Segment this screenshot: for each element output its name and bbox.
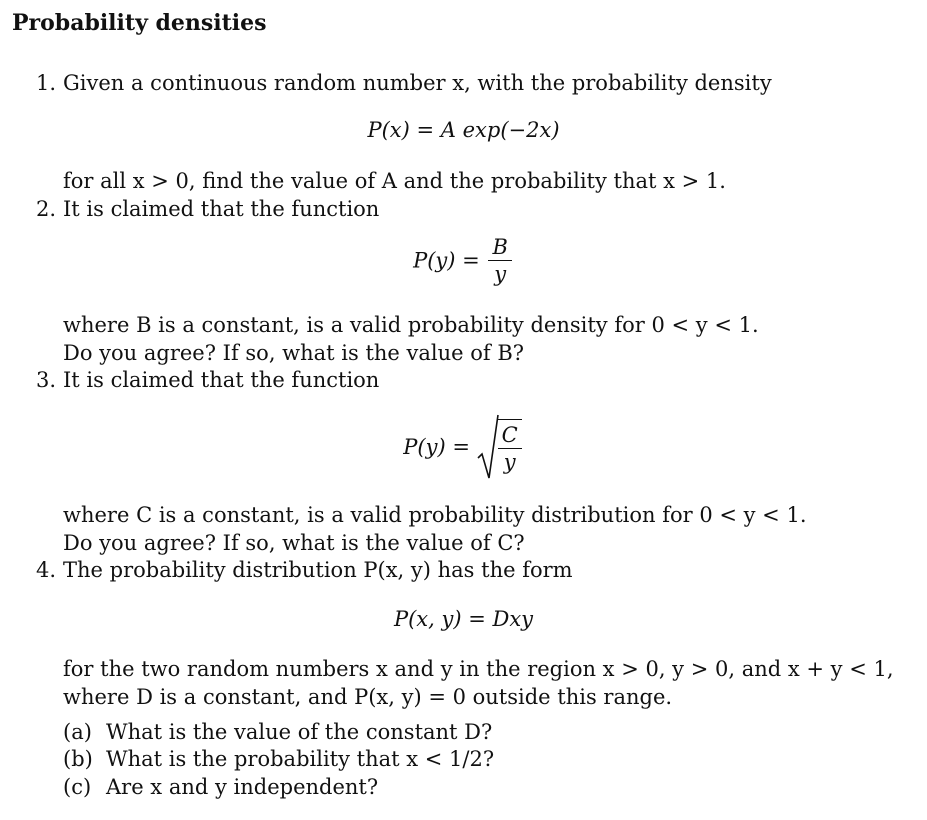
problem-4-text-2: where D is a constant, and P(x, y) = 0 outside this range. — [63, 685, 673, 709]
subquestion-c-label: (c) — [63, 775, 92, 799]
problem-4-intro: The probability distribution P(x, y) has the form — [63, 558, 573, 582]
fraction-denominator: y — [503, 450, 516, 474]
page-title: Probability densities — [12, 10, 267, 36]
problem-1-intro: Given a continuous random number x, with the probability density — [63, 71, 772, 95]
problem-2-number: 2. — [36, 197, 57, 221]
subquestion-a-text: What is the value of the constant D? — [106, 720, 493, 744]
subquestion-b-label: (b) — [63, 747, 93, 771]
problem-3-intro: It is claimed that the function — [63, 368, 380, 392]
problem-3-number: 3. — [36, 368, 57, 392]
fraction-denominator: y — [494, 262, 507, 286]
equation-rhs: A exp(−2x) — [440, 118, 560, 142]
fraction — [498, 419, 522, 475]
equation-lhs: P(x, y) = — [393, 607, 493, 631]
problem-1-equation — [0, 118, 927, 142]
problem-4-number: 4. — [36, 558, 57, 582]
problem-3-text-2: Do you agree? If so, what is the value of C? — [63, 531, 525, 555]
problem-4-equation — [0, 607, 927, 631]
problem-1-text: for all x > 0, find the value of A and the probability that x > 1. — [63, 169, 726, 193]
subquestion-b-text: What is the probability that x < 1/2? — [106, 747, 495, 771]
problem-3-text-1: where C is a constant, is a valid probability distribution for 0 < y < 1. — [63, 503, 807, 527]
problem-2-text-2: Do you agree? If so, what is the value of B? — [63, 341, 525, 365]
problem-1-number: 1. — [36, 71, 57, 95]
problem-2-text-1: where B is a constant, is a valid probability density for 0 < y < 1. — [63, 313, 759, 337]
problem-2-equation — [0, 234, 927, 287]
equation-lhs: P(y) = — [413, 248, 487, 273]
equation-lhs: P(x) = — [367, 118, 441, 142]
equation-lhs: P(y) = — [403, 435, 477, 459]
subquestion-c-text: Are x and y independent? — [106, 775, 379, 799]
fraction-numerator: C — [501, 423, 518, 447]
square-root — [477, 414, 524, 480]
fraction — [488, 234, 511, 287]
equation-rhs: Dxy — [492, 607, 534, 631]
fraction-numerator: B — [492, 235, 508, 259]
radical-sign-icon — [477, 414, 499, 480]
problem-2-intro: It is claimed that the function — [63, 197, 380, 221]
subquestion-a-label: (a) — [63, 720, 92, 744]
problem-4-text-1: for the two random numbers x and y in the region x > 0, y > 0, and x + y < 1, — [63, 657, 894, 681]
problem-3-equation — [0, 414, 927, 480]
